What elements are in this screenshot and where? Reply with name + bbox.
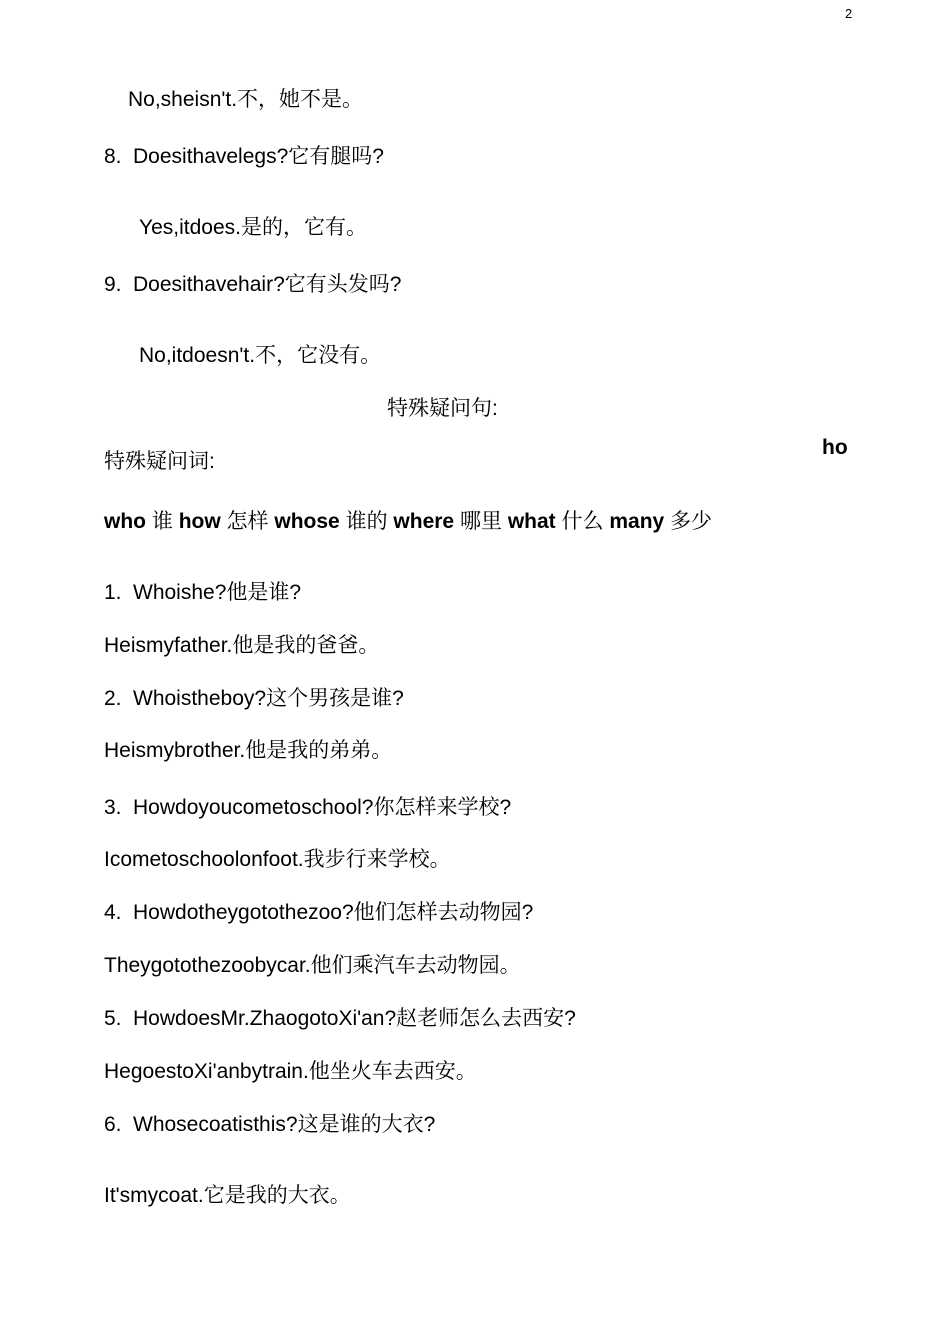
item-number: 2. [104, 687, 122, 710]
question-line-8 [104, 144, 384, 170]
question-word-en: how [178, 510, 221, 533]
question-word-zh: 怎样 [226, 510, 269, 533]
question-word-zh: 哪里 [459, 510, 502, 533]
subheading: 特殊疑问词: [104, 450, 215, 473]
wh-answer-2: Heismybrother.他是我的弟弟。 [104, 739, 393, 762]
question-text: Doesithavelegs?它有腿吗? [133, 145, 384, 168]
stray-fragment: ho [822, 436, 848, 459]
item-number: 4. [104, 901, 122, 924]
question-word-zh: 谁 [151, 510, 173, 533]
question-word-en: many [609, 510, 665, 533]
question-word-en: who [104, 510, 146, 533]
wh-answer-4: Theygotothezoobycar.他们乘汽车去动物园。 [104, 954, 521, 977]
wh-question-1 [104, 580, 301, 606]
question-word-zh: 谁的 [345, 510, 388, 533]
question-text: Whosecoatisthis?这是谁的大衣? [133, 1113, 436, 1136]
wh-question-6 [104, 1112, 435, 1138]
question-line-9 [104, 272, 401, 298]
wh-answer-1: Heismyfather.他是我的爸爸。 [104, 634, 380, 657]
question-text: Whoishe?他是谁? [133, 581, 302, 604]
page-number: 2 [845, 6, 853, 21]
question-word-zh: 多少 [670, 510, 713, 533]
wh-answer-3: Icometoschoolonfoot.我步行来学校。 [104, 848, 451, 871]
wh-question-4 [104, 900, 533, 926]
item-number: 9. [104, 273, 122, 296]
item-number: 3. [104, 796, 122, 819]
item-number: 5. [104, 1007, 122, 1030]
wh-answer-6: It'smycoat.它是我的大衣。 [104, 1184, 351, 1207]
item-number: 1. [104, 581, 122, 604]
question-text: HowdoesMr.ZhaogotoXi'an?赵老师怎么去西安? [133, 1007, 576, 1030]
question-word-en: what [507, 510, 556, 533]
question-text: Whoistheboy?这个男孩是谁? [133, 687, 404, 710]
wh-answer-5: HegoestoXi'anbytrain.他坐火车去西安。 [104, 1060, 477, 1083]
question-word-en: whose [274, 510, 340, 533]
section-heading: 特殊疑问句: [387, 397, 498, 420]
answer-line: No,sheisn't.不，她不是。 [128, 88, 364, 111]
answer-line-8: Yes,itdoes.是的，它有。 [139, 216, 367, 239]
wh-question-3 [104, 795, 511, 821]
item-number: 6. [104, 1113, 122, 1136]
item-number: 8. [104, 145, 122, 168]
wh-question-5 [104, 1006, 576, 1032]
question-text: Howdoyoucometoschool?你怎样来学校? [133, 796, 512, 819]
question-word-en: where [393, 510, 455, 533]
wh-question-2 [104, 686, 404, 712]
question-word-zh: 什么 [561, 510, 604, 533]
question-text: Howdotheygotothezoo?他们怎样去动物园? [133, 901, 534, 924]
question-words-row [104, 509, 712, 535]
question-text: Doesithavehair?它有头发吗? [133, 273, 402, 296]
answer-line-9: No,itdoesn't.不，它没有。 [139, 344, 382, 367]
